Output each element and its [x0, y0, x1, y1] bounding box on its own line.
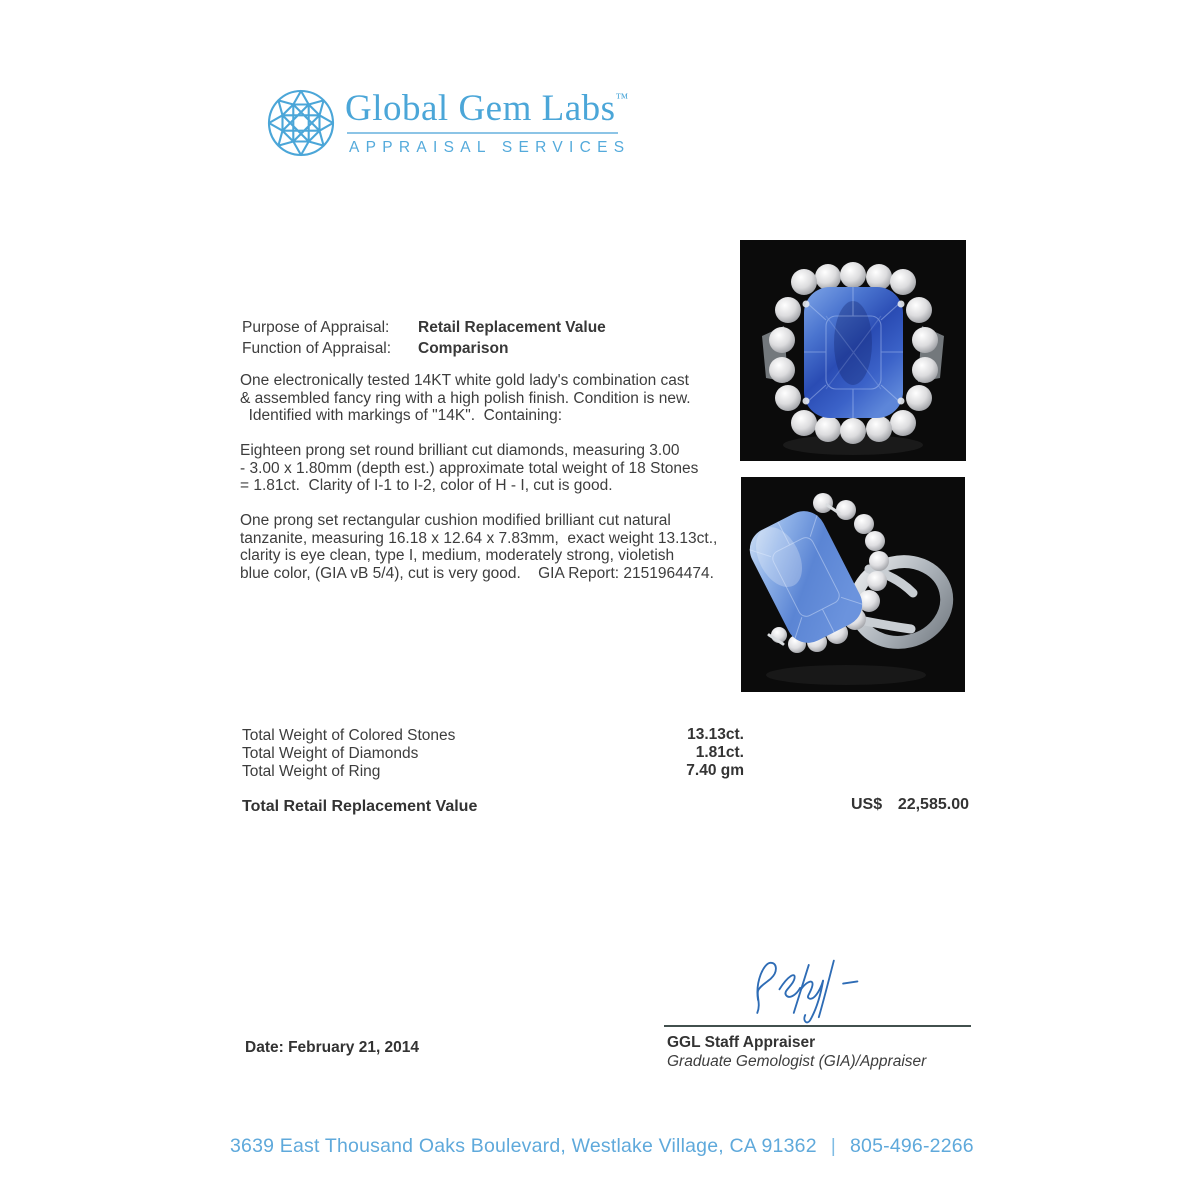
grand-total-amount: 22,585.00: [897, 796, 969, 813]
grand-total-label: Total Retail Replacement Value: [242, 798, 478, 815]
footer-phone: 805-496-2266: [850, 1135, 974, 1157]
footer-separator: |: [830, 1135, 837, 1157]
description-line: & assembled fancy ring with a high polish finish. Condition is new.: [240, 389, 691, 407]
item-description-paragraph: [240, 372, 730, 425]
description-line: One electronically tested 14KT white gold lady's combination cast: [240, 372, 689, 389]
footer-contact: [230, 1135, 974, 1158]
tanzanite-description-paragraph: [240, 512, 730, 582]
totals-row: [242, 745, 970, 763]
total-diamonds-label: Total Weight of Diamonds: [242, 745, 419, 763]
ring-top-view-image: [740, 240, 966, 461]
signature-line: [664, 1025, 971, 1027]
description-line: - 3.00 x 1.80mm (depth est.) approximate total weight of 18 Stones: [240, 459, 699, 477]
description-line: Identified with markings of "14K". Containing:: [240, 407, 563, 425]
totals-row: [242, 763, 970, 781]
ring-side-view-photo: [741, 477, 965, 692]
total-ring-weight-label: Total Weight of Ring: [242, 763, 381, 781]
description-line: = 1.81ct. Clarity of I-1 to I-2, color of H - I, cut is good.: [240, 477, 613, 495]
diamonds-description-paragraph: [240, 442, 730, 495]
purpose-value: Retail Replacement Value: [418, 319, 606, 336]
totals-section: [242, 727, 970, 782]
ring-top-view-photo: [740, 240, 966, 461]
diamond-icon: [266, 88, 336, 158]
logo-subtitle: APPRAISAL SERVICES: [349, 139, 631, 156]
trademark-symbol: ™: [615, 90, 629, 105]
total-colored-stones-value: 13.13ct.: [687, 726, 744, 743]
logo-wordmark: [345, 87, 685, 130]
description-line: One prong set rectangular cushion modified brilliant cut natural: [240, 512, 671, 529]
total-ring-weight-value: 7.40 gm: [686, 762, 744, 780]
function-value: Comparison: [418, 339, 509, 357]
footer-address: 3639 East Thousand Oaks Boulevard, Westlake Village, CA 91362: [230, 1135, 817, 1157]
purpose-label: Purpose of Appraisal:: [242, 319, 390, 336]
grand-total-value: [851, 796, 969, 814]
description-line: blue color, (GIA vB 5/4), cut is very good. GIA Report: 2151964474.: [240, 564, 714, 582]
purpose-row: [242, 318, 606, 339]
signer-name: GGL Staff Appraiser: [667, 1034, 816, 1051]
function-label: Function of Appraisal:: [242, 339, 392, 357]
signer-title: Graduate Gemologist (GIA)/Appraiser: [667, 1053, 927, 1070]
function-row: [242, 339, 606, 360]
description-line: Eighteen prong set round brilliant cut diamonds, measuring 3.00: [240, 442, 680, 459]
logo-divider: [347, 132, 618, 134]
description-line: clarity is eye clean, type I, medium, moderately strong, violetish: [240, 547, 675, 565]
appraisal-date: Date: February 21, 2014: [245, 1039, 420, 1056]
totals-row: [242, 727, 970, 745]
logo-title-text: Global Gem Labs: [345, 88, 616, 129]
currency-label: US$: [851, 796, 883, 813]
ring-side-view-image: [741, 477, 965, 692]
total-diamonds-value: 1.81ct.: [695, 744, 744, 762]
description-line: tanzanite, measuring 16.18 x 12.64 x 7.83mm, exact weight 13.13ct.,: [240, 529, 718, 547]
appraisal-purpose-block: [242, 318, 606, 359]
total-colored-stones-label: Total Weight of Colored Stones: [242, 727, 456, 744]
signature-image: [748, 952, 866, 1028]
